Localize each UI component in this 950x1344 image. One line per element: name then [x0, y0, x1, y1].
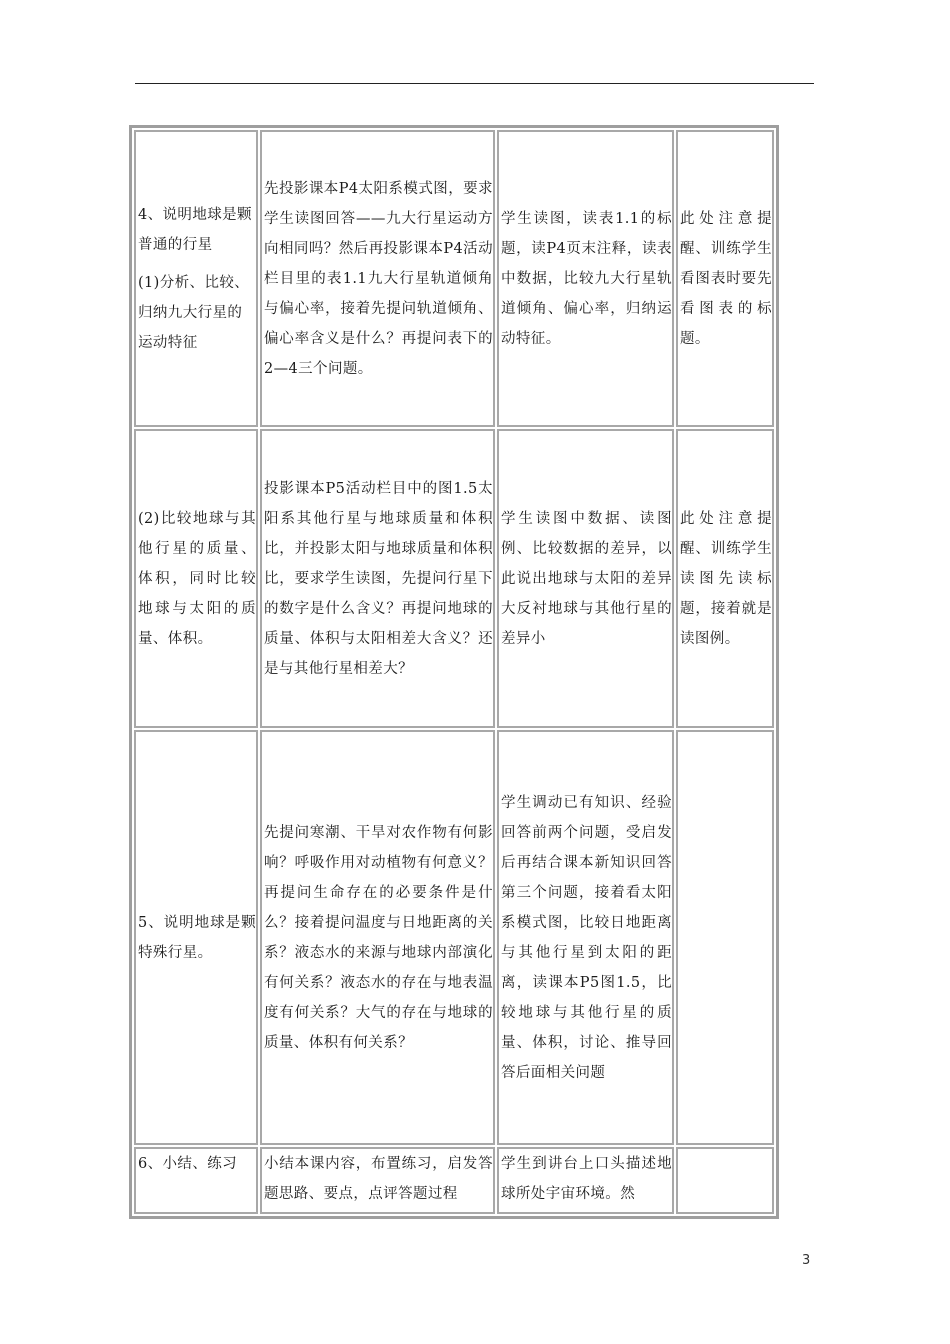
- note-cell: 此处注意提醒、训练学生看图表时要先看图表的标题。: [676, 130, 774, 427]
- note-cell: [676, 1147, 774, 1214]
- teacher-activity-cell: 投影课本P5活动栏目中的图1.5太阳系其他行星与地球质量和体积比，并投影太阳与地球质量和体积比，要求学生读图，先提问行星下的数字是什么含义？再提问地球的质量、体积与太阳相差大含义？还是与其他行星相差大？: [260, 429, 495, 727]
- topic-text: (2)比较地球与其他行星的质量、体积，同时比较地球与太阳的质量、体积。: [138, 510, 256, 647]
- topic-cell: [134, 130, 258, 427]
- table-row: [134, 1147, 774, 1214]
- table-row: [134, 730, 774, 1145]
- topic-cell: [134, 730, 258, 1145]
- table-row: [134, 130, 774, 427]
- topic-text: 5、说明地球是颗特殊行星。: [138, 914, 256, 961]
- student-activity-cell: 学生读图中数据、读图例、比较数据的差异，以此说出地球与太阳的差异大反衬地球与其他行星的差异小: [497, 429, 674, 727]
- note-cell: [676, 730, 774, 1145]
- student-activity-cell: 学生读图，读表1.1的标题，读P4页末注释，读表中数据，比较九大行星轨道倾角、偏心率，归纳运动特征。: [497, 130, 674, 427]
- topic-text: 4、说明地球是颗普通的行星: [138, 206, 252, 253]
- page-number: 3: [802, 1253, 811, 1268]
- topic-cell: [134, 1147, 258, 1214]
- topic-text: (1)分析、比较、归纳九大行星的运动特征: [138, 274, 250, 351]
- table-row: [134, 429, 774, 727]
- note-cell: 此处注意提醒、训练学生读图先读标题，接着就是读图例。: [676, 429, 774, 727]
- lesson-plan-table: [129, 125, 779, 1219]
- header-rule: [135, 83, 814, 84]
- student-activity-cell: 学生调动已有知识、经验回答前两个问题，受启发后再结合课本新知识回答第三个问题，接着看太阳系模式图，比较日地距离与其他行星到太阳的距离，读课本P5图1.5，比较地球与其他行星的质量、体积，讨论、推导回答后面相关问题: [497, 730, 674, 1145]
- topic-text: 6、小结、练习: [138, 1156, 238, 1173]
- teacher-activity-cell: 先投影课本P4太阳系模式图，要求学生读图回答——九大行星运动方向相同吗？然后再投影课本P4活动栏目里的表1.1九大行星轨道倾角与偏心率，接着先提问轨道倾角、偏心率含义是什么？再提问表下的2—4三个问题。: [260, 130, 495, 427]
- topic-cell: [134, 429, 258, 727]
- teacher-activity-cell: 小结本课内容，布置练习，启发答题思路、要点，点评答题过程: [260, 1147, 495, 1214]
- teacher-activity-cell: 先提问寒潮、干旱对农作物有何影响？呼吸作用对动植物有何意义？再提问生命存在的必要条件是什么？接着提问温度与日地距离的关系？液态水的来源与地球内部演化有何关系？液态水的存在与地表温度有何关系？大气的存在与地球的质量、体积有何关系？: [260, 730, 495, 1145]
- student-activity-cell: 学生到讲台上口头描述地球所处宇宙环境。然: [497, 1147, 674, 1214]
